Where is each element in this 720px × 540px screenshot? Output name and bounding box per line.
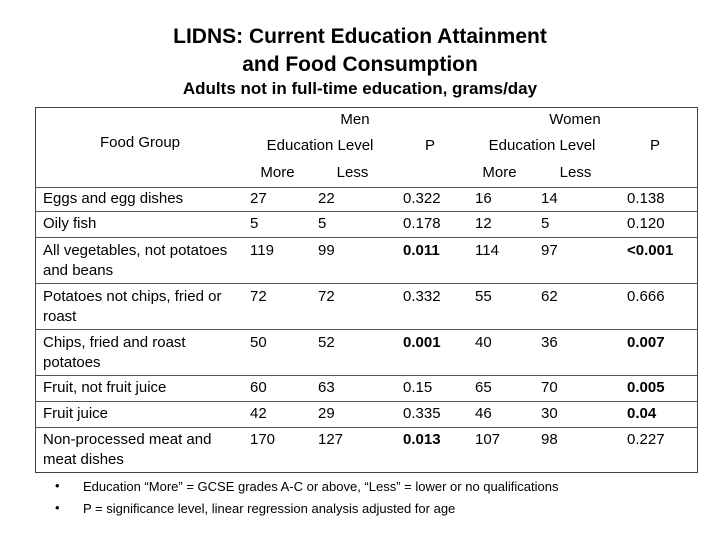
men-more-cell: 170 bbox=[250, 431, 276, 448]
food-group-cell: Fruit juice bbox=[43, 405, 109, 422]
food-group-cell: Potatoes not chips, fried or roast bbox=[43, 288, 222, 325]
men-more-cell: 27 bbox=[250, 190, 267, 207]
title-line-2: and Food Consumption bbox=[242, 53, 478, 76]
women-less-cell: 5 bbox=[541, 215, 550, 232]
food-group-cell: Non-processed meat and meat dishes bbox=[43, 431, 212, 468]
women-more-cell: 55 bbox=[475, 288, 492, 305]
food-group-cell: Eggs and egg dishes bbox=[43, 190, 184, 207]
row-divider bbox=[35, 401, 698, 402]
header-more-women: More bbox=[482, 164, 517, 181]
row-divider bbox=[35, 427, 698, 428]
food-group-cell: Oily fish bbox=[43, 215, 97, 232]
men-more-cell: 72 bbox=[250, 288, 267, 305]
header-p-women: P bbox=[649, 137, 660, 154]
men-p-cell: 0.178 bbox=[403, 215, 441, 232]
header-p-men: P bbox=[424, 137, 435, 154]
men-p-cell: 0.001 bbox=[403, 334, 441, 351]
women-less-cell: 14 bbox=[541, 190, 558, 207]
men-p-cell: 0.15 bbox=[403, 379, 433, 396]
men-less-cell: 5 bbox=[318, 215, 327, 232]
women-less-cell: 30 bbox=[541, 405, 558, 422]
men-more-cell: 119 bbox=[250, 242, 274, 259]
women-more-cell: 107 bbox=[475, 431, 501, 448]
men-less-cell: 29 bbox=[318, 405, 335, 422]
women-p-cell: 0.227 bbox=[627, 431, 665, 448]
women-less-cell: 36 bbox=[541, 334, 558, 351]
women-p-cell: 0.04 bbox=[627, 405, 657, 422]
men-less-cell: 99 bbox=[318, 242, 335, 259]
women-less-cell: 98 bbox=[541, 431, 558, 448]
men-p-cell: 0.322 bbox=[403, 190, 441, 207]
women-more-cell: 114 bbox=[475, 242, 499, 259]
men-more-cell: 42 bbox=[250, 405, 267, 422]
women-more-cell: 12 bbox=[475, 215, 492, 232]
men-more-cell: 60 bbox=[250, 379, 267, 396]
men-p-cell: 0.013 bbox=[403, 431, 441, 448]
women-p-cell: <0.001 bbox=[627, 242, 674, 259]
women-more-cell: 65 bbox=[475, 379, 492, 396]
header-men: Men bbox=[340, 111, 370, 128]
header-more-men: More bbox=[260, 164, 295, 181]
men-less-cell: 72 bbox=[318, 288, 335, 305]
header-food-group: Food Group bbox=[99, 134, 181, 151]
men-p-cell: 0.011 bbox=[403, 242, 440, 259]
footnote-education: Education “More” = GCSE grades A-C or above, “Less” = lower or no qualifications bbox=[83, 479, 559, 494]
men-less-cell: 63 bbox=[318, 379, 335, 396]
bullet-icon: • bbox=[55, 478, 60, 493]
footnote-significance: P = significance level, linear regression analysis adjusted for age bbox=[83, 501, 456, 516]
women-p-cell: 0.666 bbox=[627, 288, 665, 305]
header-less-women: Less bbox=[559, 164, 592, 181]
header-education-level-men: Education Level bbox=[266, 137, 374, 154]
women-p-cell: 0.007 bbox=[627, 334, 665, 351]
header-less-men: Less bbox=[336, 164, 369, 181]
row-divider bbox=[35, 187, 698, 188]
men-more-cell: 5 bbox=[250, 215, 259, 232]
food-group-cell: Fruit, not fruit juice bbox=[43, 379, 167, 396]
subtitle: Adults not in full-time education, grams/day bbox=[182, 79, 538, 98]
food-group-cell: All vegetables, not potatoes and beans bbox=[43, 242, 228, 279]
women-more-cell: 16 bbox=[475, 190, 492, 207]
row-divider bbox=[35, 237, 698, 238]
men-p-cell: 0.335 bbox=[403, 405, 441, 422]
title-line-1: LIDNS: Current Education Attainment bbox=[173, 25, 547, 48]
women-p-cell: 0.120 bbox=[627, 215, 665, 232]
women-more-cell: 40 bbox=[475, 334, 492, 351]
header-women: Women bbox=[549, 111, 601, 128]
men-less-cell: 22 bbox=[318, 190, 335, 207]
women-more-cell: 46 bbox=[475, 405, 492, 422]
men-p-cell: 0.332 bbox=[403, 288, 441, 305]
men-less-cell: 127 bbox=[318, 431, 344, 448]
bullet-icon: • bbox=[55, 500, 60, 515]
row-divider bbox=[35, 211, 698, 212]
women-less-cell: 62 bbox=[541, 288, 558, 305]
men-less-cell: 52 bbox=[318, 334, 335, 351]
header-education-level-women: Education Level bbox=[488, 137, 596, 154]
women-less-cell: 70 bbox=[541, 379, 558, 396]
row-divider bbox=[35, 283, 698, 284]
men-more-cell: 50 bbox=[250, 334, 267, 351]
women-p-cell: 0.005 bbox=[627, 379, 665, 396]
women-less-cell: 97 bbox=[541, 242, 558, 259]
row-divider bbox=[35, 375, 698, 376]
women-p-cell: 0.138 bbox=[627, 190, 665, 207]
food-group-cell: Chips, fried and roast potatoes bbox=[43, 334, 186, 371]
row-divider bbox=[35, 329, 698, 330]
